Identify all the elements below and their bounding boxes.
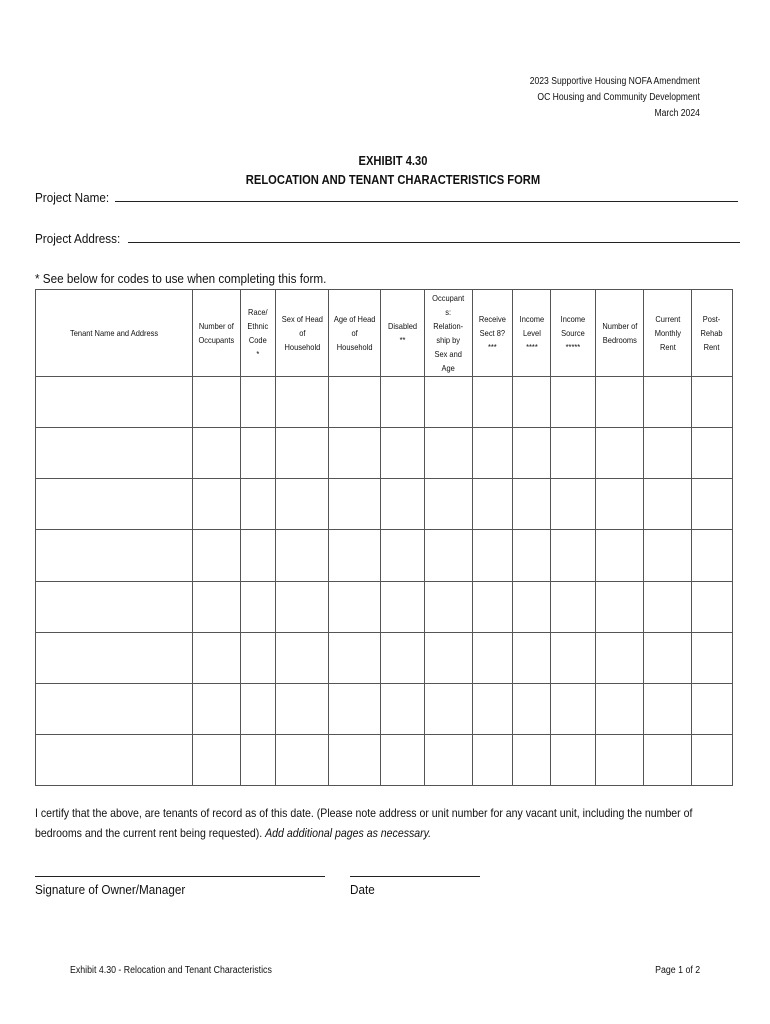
table-cell[interactable] — [596, 683, 644, 734]
column-header — [596, 290, 644, 377]
table-row — [36, 734, 733, 785]
signature-line[interactable] — [35, 876, 325, 877]
table-cell[interactable] — [551, 683, 596, 734]
column-header-line: Monthly — [654, 328, 681, 338]
column-header — [692, 290, 733, 377]
table-cell[interactable] — [381, 581, 425, 632]
column-header-line: Income — [560, 314, 586, 324]
project-name-field[interactable] — [115, 201, 738, 202]
table-cell[interactable] — [276, 530, 329, 581]
table-cell[interactable] — [193, 428, 241, 479]
certification-text: I certify that the above, are tenants of record as of this date. (Please note address or unit number for any vacant unit, including the number of bedrooms and the current rent being requested). — [35, 806, 693, 840]
table-cell[interactable] — [36, 479, 193, 530]
table-row — [36, 377, 733, 428]
table-cell[interactable] — [329, 428, 381, 479]
table-cell[interactable] — [276, 377, 329, 428]
column-header-line: * — [256, 349, 260, 359]
table-cell[interactable] — [692, 530, 733, 581]
column-header — [36, 290, 193, 377]
table-cell[interactable] — [193, 734, 241, 785]
exhibit-number: EXHIBIT 4.30 — [358, 153, 428, 168]
column-header-line: of — [298, 328, 306, 338]
table-cell[interactable] — [425, 530, 473, 581]
table-cell[interactable] — [596, 632, 644, 683]
table-cell[interactable] — [513, 683, 551, 734]
column-header-line: ship by — [436, 335, 461, 345]
column-header-label — [701, 312, 723, 354]
column-header-line: Number of — [602, 321, 637, 331]
table-row — [36, 479, 733, 530]
table-cell[interactable] — [36, 632, 193, 683]
column-header-line: Relation- — [433, 321, 464, 331]
column-header-line: Age of Head — [333, 314, 376, 324]
table-cell[interactable] — [193, 377, 241, 428]
column-header-line: Disabled — [387, 321, 418, 331]
column-header-line: Rehab — [700, 328, 724, 338]
column-header-line: Household — [284, 342, 320, 352]
table-cell[interactable] — [513, 428, 551, 479]
column-header-label — [199, 319, 235, 347]
table-cell[interactable] — [329, 734, 381, 785]
table-row — [36, 683, 733, 734]
table-row — [36, 581, 733, 632]
table-cell[interactable] — [692, 479, 733, 530]
table-cell[interactable] — [276, 479, 329, 530]
form-title — [55, 151, 731, 189]
table-cell[interactable] — [596, 530, 644, 581]
table-row — [36, 428, 733, 479]
table-cell[interactable] — [473, 581, 513, 632]
column-header-line: Occupant — [432, 293, 465, 303]
table-cell[interactable] — [425, 632, 473, 683]
table-cell[interactable] — [596, 479, 644, 530]
column-header — [329, 290, 381, 377]
table-cell[interactable] — [276, 734, 329, 785]
project-address-label: Project Address: — [35, 231, 121, 246]
column-header-line: s: — [445, 307, 452, 317]
column-header-line: Receive — [478, 314, 507, 324]
table-cell[interactable] — [513, 530, 551, 581]
header-date: March 2024 — [654, 108, 700, 119]
project-name-row — [35, 190, 738, 205]
column-header-line: ** — [399, 335, 406, 345]
table-cell[interactable] — [276, 632, 329, 683]
table-cell[interactable] — [329, 632, 381, 683]
table-cell[interactable] — [692, 377, 733, 428]
table-row — [36, 530, 733, 581]
table-cell[interactable] — [425, 734, 473, 785]
column-header — [551, 290, 596, 377]
footer-exhibit-title: Exhibit 4.30 - Relocation and Tenant Characteristics — [70, 965, 272, 976]
column-header — [381, 290, 425, 377]
table-cell[interactable] — [381, 530, 425, 581]
table-cell[interactable] — [644, 632, 692, 683]
table-cell[interactable] — [36, 581, 193, 632]
column-header-line: Sex of Head — [281, 314, 323, 324]
column-header-label — [561, 312, 586, 354]
table-cell[interactable] — [473, 377, 513, 428]
table-cell[interactable] — [473, 479, 513, 530]
table-cell[interactable] — [36, 377, 193, 428]
table-cell[interactable] — [241, 530, 276, 581]
table-cell[interactable] — [241, 428, 276, 479]
column-header-line: Rent — [704, 342, 720, 352]
codes-note: * See below for codes to use when completing this form. — [35, 271, 327, 286]
table-cell[interactable] — [596, 428, 644, 479]
date-line[interactable] — [350, 876, 480, 877]
table-cell[interactable] — [425, 377, 473, 428]
table-cell[interactable] — [381, 479, 425, 530]
form-name: RELOCATION AND TENANT CHARACTERISTICS FORM — [245, 172, 541, 187]
table-cell[interactable] — [596, 734, 644, 785]
table-cell[interactable] — [36, 428, 193, 479]
table-cell[interactable] — [241, 581, 276, 632]
table-cell[interactable] — [193, 632, 241, 683]
table-cell[interactable] — [644, 479, 692, 530]
table-cell[interactable] — [381, 683, 425, 734]
table-cell[interactable] — [36, 530, 193, 581]
column-header-label — [70, 326, 158, 340]
signature-label: Signature of Owner/Manager — [35, 882, 186, 897]
column-header-line: Household — [336, 342, 373, 352]
table-cell[interactable] — [551, 734, 596, 785]
column-header-label — [654, 312, 680, 354]
table-cell[interactable] — [425, 683, 473, 734]
table-cell[interactable] — [425, 428, 473, 479]
table-cell[interactable] — [644, 428, 692, 479]
column-header-line: **** — [525, 342, 538, 352]
column-header-label — [602, 319, 637, 347]
column-header — [513, 290, 551, 377]
column-header-line: ***** — [565, 342, 581, 352]
column-header-line: Post- — [703, 314, 721, 324]
table-cell[interactable] — [193, 683, 241, 734]
table-cell[interactable] — [241, 479, 276, 530]
table-cell[interactable] — [551, 428, 596, 479]
column-header-line: Sect 8? — [479, 328, 506, 338]
header-program: 2023 Supportive Housing NOFA Amendment — [529, 76, 700, 87]
table-cell[interactable] — [513, 479, 551, 530]
table-cell[interactable] — [276, 683, 329, 734]
column-header — [241, 290, 276, 377]
table-row — [36, 632, 733, 683]
table-cell[interactable] — [513, 581, 551, 632]
table-cell[interactable] — [241, 683, 276, 734]
column-header-line: Source — [561, 328, 585, 338]
column-header-line: Level — [522, 328, 541, 338]
table-body — [36, 377, 733, 786]
column-header — [473, 290, 513, 377]
footer-page-number: Page 1 of 2 — [654, 965, 700, 976]
column-header-line: Occupants — [198, 335, 235, 345]
project-address-field[interactable] — [128, 242, 740, 243]
column-header-line: Sex and — [434, 349, 463, 359]
table-cell[interactable] — [329, 683, 381, 734]
table-cell[interactable] — [193, 479, 241, 530]
table-cell[interactable] — [329, 377, 381, 428]
table-cell[interactable] — [473, 632, 513, 683]
table-cell[interactable] — [36, 734, 193, 785]
column-header-label — [432, 291, 464, 375]
table-cell[interactable] — [644, 530, 692, 581]
column-header-label — [519, 312, 544, 354]
table-cell[interactable] — [692, 581, 733, 632]
column-header-line: *** — [488, 342, 497, 352]
column-header-line: of — [351, 328, 358, 338]
page-header — [530, 74, 700, 122]
table-cell[interactable] — [381, 428, 425, 479]
column-header — [644, 290, 692, 377]
table-cell[interactable] — [381, 734, 425, 785]
column-header-line: Ethnic — [247, 321, 269, 331]
table-cell[interactable] — [692, 632, 733, 683]
table-cell[interactable] — [551, 632, 596, 683]
column-header-line: Tenant Name and Address — [69, 328, 159, 338]
column-header-line: Number of — [199, 321, 234, 331]
table-cell[interactable] — [241, 377, 276, 428]
column-header-line: Income — [519, 314, 544, 324]
table-cell[interactable] — [276, 428, 329, 479]
table-cell[interactable] — [551, 530, 596, 581]
table-cell[interactable] — [473, 683, 513, 734]
table-cell[interactable] — [692, 683, 733, 734]
column-header-label — [334, 312, 376, 354]
table-cell[interactable] — [36, 683, 193, 734]
table-cell[interactable] — [276, 581, 329, 632]
table-cell[interactable] — [551, 377, 596, 428]
column-header — [425, 290, 473, 377]
table-cell[interactable] — [329, 479, 381, 530]
column-header-label — [281, 312, 322, 354]
table-cell[interactable] — [193, 530, 241, 581]
header-department: OC Housing and Community Development — [537, 92, 700, 103]
table-cell[interactable] — [425, 581, 473, 632]
column-header-line: Rent — [659, 342, 676, 352]
tenant-table — [35, 289, 733, 786]
table-cell[interactable] — [329, 530, 381, 581]
table-cell[interactable] — [644, 581, 692, 632]
table-header-row — [36, 290, 733, 377]
column-header-line: Race/ — [248, 307, 268, 317]
table-cell[interactable] — [513, 734, 551, 785]
column-header-label — [479, 312, 506, 354]
column-header-line: Current — [655, 314, 680, 324]
column-header-label — [248, 305, 269, 361]
project-address-row — [35, 231, 740, 246]
table-cell[interactable] — [473, 734, 513, 785]
table-cell[interactable] — [596, 581, 644, 632]
column-header — [276, 290, 329, 377]
column-header-line: Code — [249, 335, 267, 345]
table-cell[interactable] — [644, 734, 692, 785]
table-cell[interactable] — [473, 428, 513, 479]
certification-statement — [35, 803, 730, 843]
table-cell[interactable] — [193, 581, 241, 632]
table-cell[interactable] — [644, 683, 692, 734]
table-cell[interactable] — [329, 581, 381, 632]
table-cell[interactable] — [692, 428, 733, 479]
table-cell[interactable] — [381, 377, 425, 428]
column-header-line: Bedrooms — [602, 335, 637, 345]
table-cell[interactable] — [513, 632, 551, 683]
table-cell[interactable] — [644, 377, 692, 428]
date-label: Date — [350, 882, 375, 897]
table-cell[interactable] — [425, 479, 473, 530]
table-cell[interactable] — [692, 734, 733, 785]
column-header — [193, 290, 241, 377]
column-header-line: Age — [441, 363, 456, 373]
table-cell[interactable] — [241, 734, 276, 785]
table-cell[interactable] — [513, 377, 551, 428]
table-cell[interactable] — [551, 581, 596, 632]
table-cell[interactable] — [551, 479, 596, 530]
project-name-label: Project Name: — [35, 190, 110, 205]
table-cell[interactable] — [596, 377, 644, 428]
certification-note: Add additional pages as necessary. — [265, 826, 432, 840]
table-cell[interactable] — [381, 632, 425, 683]
table-cell[interactable] — [241, 632, 276, 683]
column-header-label — [388, 319, 417, 347]
table-cell[interactable] — [473, 530, 513, 581]
